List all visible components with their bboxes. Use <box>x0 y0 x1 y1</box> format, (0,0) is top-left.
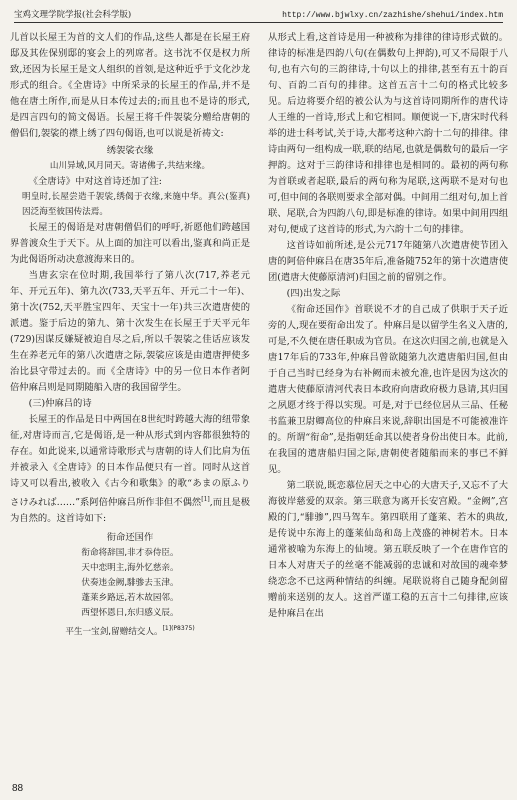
poem-line <box>10 621 250 640</box>
section-heading: (三)仲麻吕的诗 <box>28 398 92 409</box>
page-number: 88 <box>12 783 24 794</box>
poem-title: 绣袈裟衣缘 <box>106 145 154 156</box>
paragraph: 从形式上看,这首诗是用一种被称为排律的律诗形式做的。律诗的标准是四韵八句(在偶数句上押韵),可又不局限于八句,也有六句的三韵律诗,十句以上的排律,甚至有五十韵百句、百韵二百句的排律。这首五言十二句的格式比较多见。后边将要介绍的被公认为与这首诗同期所作的唐代诗人王维的一首诗,形式上和它相同。顺便说一下,唐宋时代科举的进士科考试,关于诗,大都考这种六韵十二句的排律。律诗由两句一组构成一联,联的结尾,也就是偶数句的最后一字押韵。这对于三韵律诗和排律也是相同的。最初的两句称为首联或者起联,最后的两句称为尾联,这两联不是对句也可,但中间的各联则要求全部对偶。中间用二组对句,加上首联、尾联,合为四韵八句,即是标准的律诗。如果中间用四组对句,便成了这首诗的形式,为六韵十二句的排律。 <box>268 32 508 235</box>
poem-line: 西望怀恩日,东归感义辰。 <box>81 608 179 619</box>
paragraph-text: ,而且是极为自然的。这首诗如下: <box>10 497 250 525</box>
annotation: 明皇时,长屋尝造千袈裟,绣偈于衣缘,来施中华。真公(鉴真)因泛海至彼国传法焉。 <box>22 192 250 217</box>
citation-ref: [1] <box>201 496 210 503</box>
paragraph-text: 长屋王的作品是日中两国在8世纪时跨越大海的纽带象征,对唐诗而言,它是偈语,是一种从形式到内容都很独特的存在。如此说来,以通常诗歌形式与唐朝的诗人们比肩为伍并被录入《全唐诗》的日本作品便只有一首。同时从这首诗又可以看出,被收入《古今和歌集》的歌“あまの原ふりさけみれば……”系阿倍仲麻吕所作非但不偶然 <box>10 414 250 509</box>
paragraph: 第二联说,既恋慕位居天之中心的大唐天子,又忘不了大海彼岸慈爱的双亲。第三联意为离开长安宫殿。“金阙”,宫殿的门,“騑骖”,四马驾车。第四联用了蓬莱、若木的典故,是传说中东海上的蓬莱仙岛和岛上茂盛的神树若木。日本通常被喻为东海上的仙境。第五联反映了一个在唐作官的日本人对唐天子的丝毫不能减弱的忠诚和对故国的魂牵梦绕恋念不已这两种情结的纠缠。尾联说将自己随身配剑留赠前来送别的友人。这首严谨工稳的五言十二句排律,应该是仲麻吕在出 <box>268 480 508 619</box>
paragraph: 当唐玄宗在位时期,我国举行了第八次(717,养老元年、开元五年)、第九次(733,天平五年、开元二十一年)、第十次(752,天平胜宝四年、天宝十一年)共三次遣唐使的派遣。鉴于后边的第九、第十次发生在长屋王于天平元年(729)因谋反嫌疑被迫自尽之后,所以千袈裟之佳话应该发生在养老元年的第八次遣唐之际,袈裟应该是由遣唐押使多治比县守带过去的。而《全唐诗》中的另一位日本作者阿倍仲麻吕则是同期随船入唐的我国留学生。 <box>10 270 250 393</box>
poem-line: 伏奏违金阙,騑骖去玉津。 <box>81 578 179 589</box>
paragraph <box>10 412 250 527</box>
poem-line: 山川异域,风月同天。寄诸佛子,共结来缘。 <box>49 161 211 171</box>
poem-line: 天中恋明主,海外忆慈亲。 <box>81 563 179 574</box>
paragraph: 《全唐诗》中对这首诗还加了注: <box>28 176 162 187</box>
poem-line: 衔命将辞国,非才忝侍臣。 <box>81 548 179 559</box>
left-column <box>10 30 250 640</box>
citation-ref: [1](P8375) <box>162 625 195 633</box>
paragraph: 儿首以长屋王为首的文人们的作品,这些人都是在长屋王府邸及其佐保别邸的宴会上的列席者。这书沈不仅是权力所致,还因为长屋王是文人组织的首领,是这种近乎于文化沙龙形式的组合。《全唐诗》中所采录的长屋王的作品,并不是他在唐土所作,而是从日本传过去的;而且也不是诗的形式,是四言四句的简文偈语。长屋王将千件袈裟分赠给唐朝的僧侣们,袈裟的襟上绣了四句偈语,也可以说是祈祷文: <box>10 32 250 139</box>
poem-line: 蓬莱乡路远,若木故园邻。 <box>81 593 179 604</box>
section-heading: (四)出发之际 <box>286 288 341 299</box>
poem-line-text: 平生一宝剑,留赠结交人。 <box>65 626 163 637</box>
running-header <box>14 4 503 23</box>
paragraph: 这首诗如前所述,是公元717年随第八次遣唐使节团入唐的阿倍仲麻吕在唐35年后,准备随752年的第十次遣唐使团(遣唐大使藤原清河)归国之前的留别之作。 <box>268 240 508 283</box>
poem-title: 衔命还国作 <box>106 532 154 544</box>
journal-url: http://www.bjwlxy.cn/zazhishe/shehui/index.htm <box>282 11 503 20</box>
paragraph: 长屋王的偈语是对唐朝僧侣们的呼吁,祈愿他们跨越国界普渡众生于天下。从上面的加注可以看出,鉴真和尚正是为此偈语所动决意渡海来日的。 <box>10 222 250 265</box>
paragraph: 《衔命还国作》首联说不才的自己成了供职于天子近旁的人,现在要衔命出发了。仲麻吕是以留学生名义入唐的,可是,不久便在唐任职成为官员。在这次归国之前,也就是入唐17年后的733年,仲麻吕曾欲随第九次遣唐船归国,但由于自己当时已经身为右补阙而未被允准,也许是因为这次的遣唐大使藤原清河代表日本政府向唐政府极力恳请,其归国之夙愿才终于得以实现。可是,对于已经位居从三品、任秘书监兼卫尉卿高位的仲麻吕来说,辞职出国是不可能被准许的。所谓“衔命”,是指朝廷命其以使者身份出使日本。此前,在我国的遣唐船归国之际,唐朝使者随船而来的事已不鲜见。 <box>268 304 508 475</box>
right-column <box>268 30 508 622</box>
journal-title: 宝鸡文理学院学报(社会科学版) <box>14 10 132 20</box>
